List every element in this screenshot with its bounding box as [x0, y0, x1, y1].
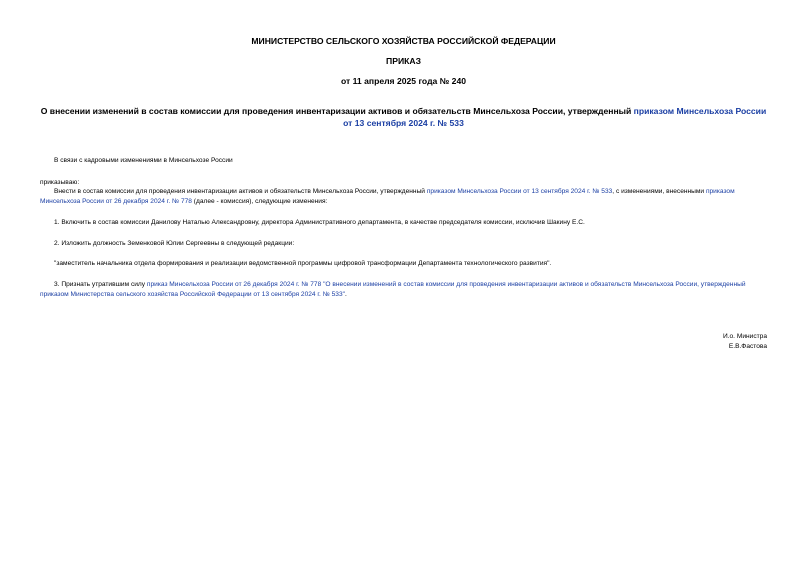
title-text: О внесении изменений в состав комиссии для проведения инвентаризации активов и обязательств Минсельхоза России, утвержденный — [40, 106, 634, 116]
item3-text-b: . — [344, 290, 347, 298]
title-link-order-533[interactable]: приказом Минсельхоза России от 13 сентября 2024 г. № 533 — [343, 106, 767, 128]
link-order-778[interactable]: приказом Минсельхоза России от 26 декабря 2024 г. № 778 — [40, 188, 735, 205]
intro-paragraph: В связи с кадровыми изменениями в Минсельхозе России — [54, 157, 233, 164]
item-2-quote: "заместитель начальника отдела формирования и реализации ведомственной программы цифровой трансформации Департамента технологического развития". — [54, 260, 552, 267]
p1-text-b: , с изменениями, внесенными — [612, 188, 706, 195]
order-word: приказываю: — [40, 179, 80, 186]
item-1: 1. Включить в состав комиссии Данилову Наталью Александровну, директора Административного департамента, в качестве председателя комиссии, исключив Шакину Е.С. — [54, 219, 585, 226]
document-title — [40, 105, 767, 129]
signature-block — [723, 332, 767, 352]
item3-text-a: 3. Признать утратившим силу — [54, 281, 147, 288]
p1-text-c: (далее - комиссия), следующие изменения: — [191, 197, 328, 205]
signature-name: Е.В.Фастова — [728, 343, 767, 350]
item-2: 2. Изложить должность Земенковой Юлии Сергеевны в следующей редакции: — [54, 240, 295, 247]
paragraph-amendments — [40, 187, 768, 206]
link-order-533[interactable]: приказом Минсельхоза России от 13 сентября 2024 г. № 533 — [426, 188, 613, 195]
document-date: от 11 апреля 2025 года № 240 — [341, 76, 466, 86]
ministry-name: МИНИСТЕРСТВО СЕЛЬСКОГО ХОЗЯЙСТВА РОССИЙСКОЙ ФЕДЕРАЦИИ — [251, 36, 556, 46]
item-3 — [40, 280, 768, 299]
signature-position: И.о. Министра — [722, 333, 767, 340]
p1-text-a: Внести в состав комиссии для проведения инвентаризации активов и обязательств Минсельхоза России, утвержденный — [54, 188, 427, 195]
document-type: ПРИКАЗ — [386, 56, 421, 66]
link-order-778-full[interactable]: приказ Минсельхоза России от 26 декабря 2024 г. № 778 "О внесении изменений в состав комиссии для проведения инвентаризации активов и обязательств Минсельхоза России, утвержденный приказом Министерства сельского хозяйства Российской Федерации от 13 сентября 2024 г. № 533" — [40, 281, 746, 298]
